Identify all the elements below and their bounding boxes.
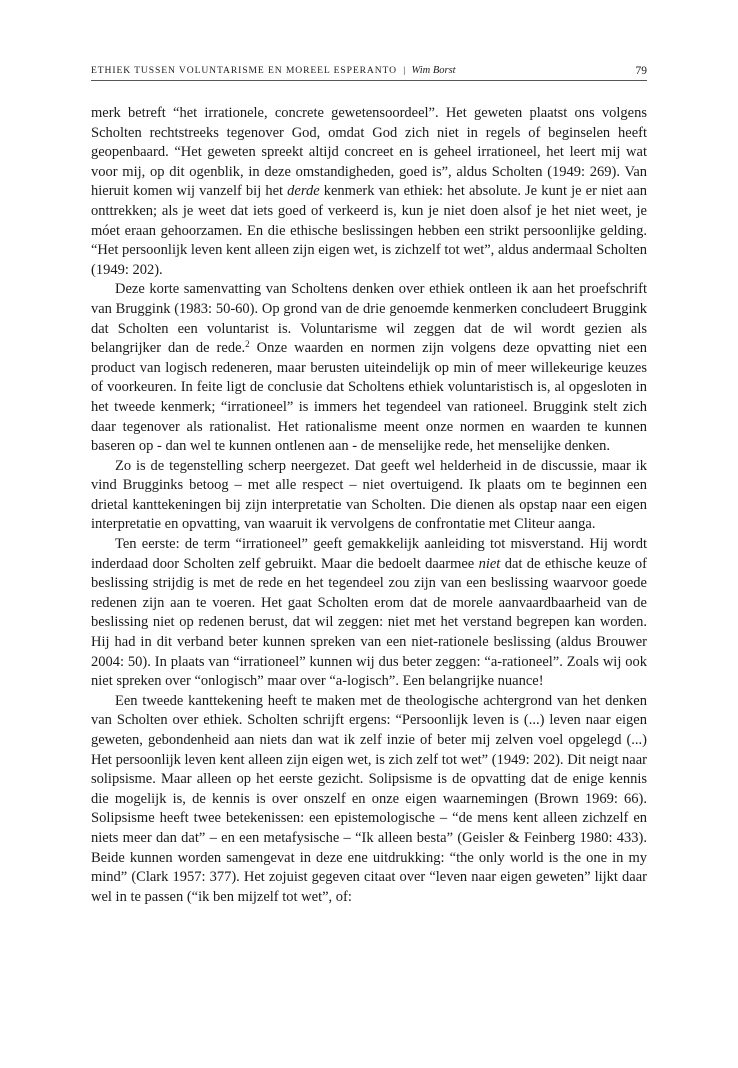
- paragraph-text: Zo is de tegenstelling scherp neergezet. Dat geeft wel helderheid in de discussie, maar ik vind Brugginks betoog – met alle respect – niet overtuigend. Ik plaats om te beginnen een drietal kanttekeningen bij zijn interpretatie van Scholten. Die dienen als opstap naar een eigen interpretatie en opvatting, van waaruit ik vervolgens de confrontatie met Cliteur aanga.: [91, 457, 647, 533]
- body-text: [91, 104, 647, 907]
- paragraph-4: [91, 535, 647, 692]
- running-head: [91, 62, 647, 80]
- paragraph-text: Ten eerste: de term “irrationeel” geeft gemakkelijk aanleiding tot misverstand. Hij wordt inderdaad door Scholten zelf gebruikt. Maar die bedoelt daarmee: [91, 536, 647, 572]
- paragraph-5: [91, 692, 647, 908]
- paragraph-text: Onze waarden en normen zijn volgens deze opvatting niet een product van logisch redeneren, maar berusten uiteindelijk op min of meer willekeurige keuzes of voorkeuren. In feite ligt de conclusie dat Scholtens ethiek voluntaristisch is, al opgesloten in het tweede kenmerk; “irrationeel” is immers het tegendeel van rationeel. Bruggink stelt zich daar tegenover als rationalist. Het rationalisme meent onze normen en waarden te kunnen baseren op - dan wel te kunnen ontlenen aan - de menselijke rede, het menselijke denken.: [91, 340, 647, 455]
- paragraph-text: Een tweede kanttekening heeft te maken met de theologische achtergrond van het denken van Scholten over ethiek. Scholten schrijft ergens: “Persoonlijk leven is (...) leven naar eigen geweten, gebondenheid aan niets dan wat ik zelf inzie of beter mij zelven voel opgelegd (...) Het persoonlijk leven kent alleen zijn eigen wet, is zich zelf tot wet” (1949: 202). Dit neigt naar solipsisme. Maar alleen op het eerste gezicht. Solipsisme is de opvatting dat de enige kennis die mogelijk is, de kennis is over onszelf en onze eigen waarnemingen (Brown 1969: 66). Solipsisme heeft twee betekenissen: een epistemologische – “de mens kent alleen zichzelf en niets meer dan dat” – en een metafysische – “Ik alleen besta” (Geisler & Feinberg 1980: 433). Beide kunnen worden samengevat in deze ene uitdrukking: “the only world is the one in my mind” (Clark 1957: 377). Het zojuist gegeven citaat over “leven naar eigen geweten” lijkt daar wel in te passen (“ik ben mijzelf tot wet”, of:: [91, 692, 647, 905]
- running-author: Wim Borst: [411, 65, 456, 76]
- running-title: ETHIEK TUSSEN VOLUNTARISME EN MOREEL ESPERANTO: [91, 65, 397, 76]
- paragraph-3: [91, 457, 647, 535]
- paragraph-2: [91, 280, 647, 456]
- header-separator: |: [403, 65, 406, 76]
- paragraph-text: kenmerk van ethiek: het absolute. Je kunt je er niet aan onttrekken; als je weet dat iets goed of verkeerd is, kun je niet doen alsof je het niet weet, je móet eraan gehoorzamen. En die ethische beslissingen hebben een strikt persoonlijke gelding. “Het persoonlijk leven kent alleen zijn eigen wet, is zichzelf tot wet”, aldus andermaal Scholten (1949: 202).: [91, 183, 648, 278]
- paragraph-text: Deze korte samenvatting van Scholtens denken over ethiek ontleen ik aan het proefschrift van Bruggink (1983: 50-60). Op grond van de drie genoemde kenmerken concludeert Bruggink dat Scholten een voluntarist is. Voluntarisme wil zeggen dat de wil wordt gezien als belangrijker dan de rede.: [91, 281, 647, 357]
- page-number: 79: [635, 65, 647, 77]
- emphasis-text: niet: [478, 555, 501, 572]
- header-rule: [91, 80, 647, 81]
- footnote-marker: 2: [245, 339, 250, 350]
- paragraph-text: merk betreft “het irrationele, concrete gewetensoordeel”. Het geweten plaatst ons volgens Scholten rechtstreeks tegenover God, omdat God zich niet in regels of beginselen heeft geopenbaard. “Het geweten spreekt altijd concreet en is geheel irrationeel, het leert mij wat voor mij, op dit ogenblik, in deze omstandigheden, goed is”, aldus Scholten (1949: 269). Van hieruit komen wij vanzelf bij het: [91, 105, 647, 200]
- paragraph-1: [91, 104, 647, 280]
- emphasis-text: derde: [287, 183, 320, 200]
- paragraph-text: dat de ethische keuze of beslissing strijdig is met de rede en het tegendeel zou zijn van een beslissing waarvoor goede redenen zijn aan te voeren. Het gaat Scholten erom dat de morele aanvaardbaarheid van de beslissing niet op redenen berust, dat wil zeggen: niet met het verstand begrepen kan worden. Hij had in dit verband beter kunnen spreken van een niet-rationele beslissing (aldus Brouwer 2004: 50). In plaats van “irrationeel” kunnen wij dus beter zeggen: “a-rationeel”. Zoals wij ook niet spreken over “onlogisch” maar over “a-logisch”. Een belangrijke nuance!: [91, 555, 647, 690]
